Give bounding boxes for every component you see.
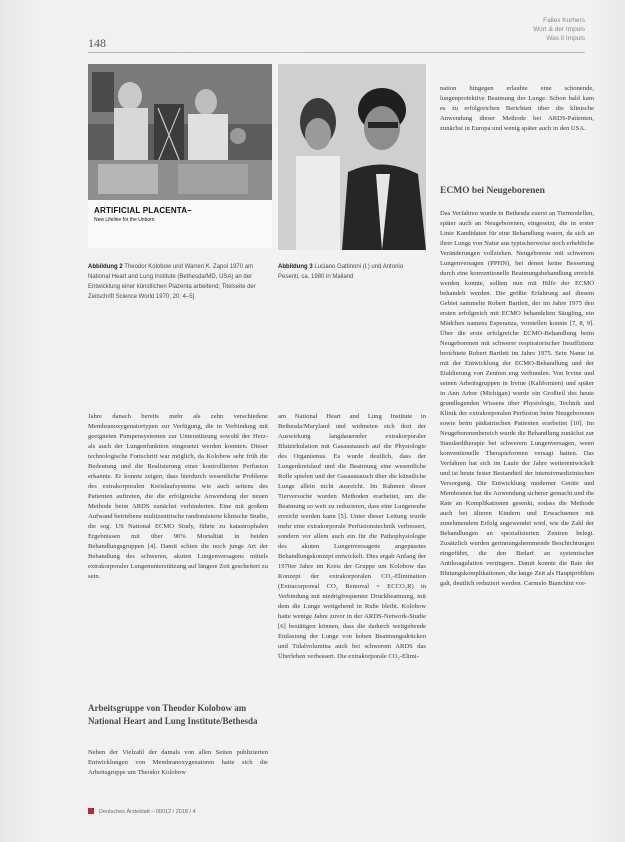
figure-3-caption-text: Luciano Gattinoni (l.) und Antonio Pesenti, ca. 1980 in Mailand [278,264,404,280]
column-1-text [88,412,268,582]
paragraph: nation hingegen erlaubte eine schonende, lungenprotektive Beatmung der Lunge. Schon bald kam es zu erfolgreichen Berichten über die klinische Anwendung dieser Methode bei ARDS-Patienten, zunächst in Europa und wenig später auch in den USA. [440,85,594,132]
figure-2-banner-title: ARTIFICIAL PLACENTA– [94,206,192,215]
figure-2-photo [88,64,272,248]
footer-marker-icon [88,808,94,814]
running-head-line-2: Wort & der Impuls [533,26,585,33]
paragraph: Neben der Vielzahl der damals von allen Seiten publizierten Entwicklungen von Membranoxygenatoren hatte sich die Arbeitsgruppe um Theodor Kolobow [88,749,268,776]
running-head [533,16,585,43]
figure-3-caption-label: Abbildung 3 [278,264,313,270]
paragraph: Das Verfahren wurde in Bethesda zuerst an Tiermodellen, später auch an Neugeborenen, eingesetzt, die in erster Linie Kandidaten für eine Behandlung waren, da sich an ihrer Lunge von Natur aus typischerweise noch erhebliche Veränderungen vollziehen. Neugeborene mit schwerem Lungenversagen (PPHN), bei denen keine Besserung durch eine konventionelle Beatmungsbehandlung erreicht werden konnte, sollten nun mit Hilfe der ECMO behandelt werden. Die größte Erfahrung auf diesem Gebiet sammelte Robert Bartlett, der im Jahre 1975 den ersten erfolgreich mit ECMO behandelten Säugling, ein Mädchen namens Esperanza, vorstellen konnte [7, 8, 9]. Über die erste erfolgreiche ECMO-Behandlung beim Neugeborenen mit schwerer respiratorischer Insuffizienz berichtete Robert Bartlett im Jahre 1975. Sein Name ist mit der Entwicklung der ECMO-Behandlung und der Etablierung von Zentren eng verbunden. Von Irvine und seinen Arbeitsgruppen in Irvine (Kalifornien) und später in Ann Arbor (Michigan) wurde ein Großteil des heute grundlegenden Wissens über Physiologie, Technik und Klinik der extrakorporalen Perfusion beim Neugeborenen sowie beim pädiatrischen Patienten erarbeitet [10]. Im Neugeborenenbereich wurde die Behandlung zunächst zur Standardtherapie bei schwerem Lungenversagen, wenn konventionelle Therapieformen versagt hatten. Das Verfahren hat sich im Laufe der Jahre weiterentwickelt und ist heute fester Bestandteil der intensivmedizinischen Versorgung. Die Entwicklung moderner Geräte und Membranen hat die Anwendung sicherer gemacht und die Rate an Komplikationen gesenkt, sodass die Methode auch bei älteren Kindern und Erwachsenen mit zunehmendem Erfolg angewendet wird, wie die Zahl der Behandlungen an spezialisierten Zentren belegt. Zusätzlich wurden gerinnungshemmende Beschichtungen eingeführt, die den Bedarf an systemischer Antikoagulation verringern. Damit konnte die Rate der Blutungskomplikationen, die lange Zeit als Hauptproblem galt, deutlich reduziert werden. Carmelo Bianchini vor- [440,210,594,587]
section-heading-ecmo: ECMO bei Neugeborenen [440,186,545,196]
column-1-lower-text [88,748,268,778]
column-3-top-text [440,84,594,134]
figure-3-photo [278,64,426,250]
figure-2-banner-subtitle: New Lifeline for the Unborn [94,217,155,223]
figure-2-caption-label: Abbildung 2 [88,264,123,270]
footer-text: Deutsches Ärzteblatt – 00012 / 2018 / 4 [99,809,196,815]
column-3-body-text [440,209,594,589]
running-head-line-3: Was it Impuls [546,35,585,42]
paragraph: am National Heart and Lung Institute in Bethesda/Maryland und widmeten sich dort der Auswirkung langdauernder extrakorporaler Blutzirkulation mit Gasaustausch auf die Physiologie des Organismus. Es wurde deutlich, dass der Lungenkreislauf und die Beatmung eine wesentliche Rolle spielen und der Gasaustausch über die künstliche Lunge allein nicht ausreicht. Im Rahmen dieser Tierversuche wurden Methoden erarbeitet, um die Beatmung so weit zu reduzieren, dass eine Lungenruhe erreicht werden kann [5]. Unter dieser Leitung wurde mehr eine extrakorporale Perfusionstechnik verbessert, sondern vor allem auch ein für die Pathophysiologie des akuten Lungenversagens angepasstes Behandlungskonzept entwickelt. Dies ergab Anfang der 1970er Jahre im Kreis der Gruppe um Kolobow das Konzept der extrakorporalen CO₂-Elimination (Extracorporeal CO₂ Removal = ECCO₂R) in Verbindung mit niedrigfrequenter Druckbeatmung, mit dem die Lunge weitgehend in Ruhe bleibt. Kolobow hatte wenige Jahre zuvor in der ARDS-Network-Studie [6] bestätigen können, dass die dadurch weitgehende Entlastung der Lunge von hohen Beatmungsdrücken und Tidalvolumina auch bei schwerem ARDS das Überleben verbessert. Die extrakorporale CO₂-Elimi- [278,413,426,660]
figure-3-caption [278,262,426,282]
page-footer [88,808,196,815]
running-head-line-1: Fallex Kurhers [543,17,585,24]
portrait-image [278,64,426,250]
header-rule [88,52,585,53]
paragraph: Jahre danach bereits mehr als zehn verschiedene Membranoxygenatortypen zur Verfügung, die in Verbindung mit geeigneten Pumpensystemen zur Unterstützung sowohl der Herz- als auch der Lungenfunktion eingesetzt werden konnten. Dieser technologische Fortschritt war möglich, da Kolobow sehr früh die Bedeutung und die Realisierung einer kontrollierten Perfusion erkannte. Er konnte zeigen, dass hierdurch wesentliche Probleme des extrakorporalen Kreislaufsystems wie auch seitens des Patienten auftreten, die die erfolgreiche Anwendung der neuen Methode beim ARDS zunächst verhinderten. Eine mit großem Aufwand betriebene multizentrische randomisierte klinische Studie, die sog. US National ECMO Study, führte zu katastrophalen Ergebnissen mit über 90% Mortalität in beiden Behandlungsgruppen [4]. Damit schien die noch junge Art der Behandlung des schweren, akuten Lungenversagens mittels extrakorporaler Lungenunterstützung auf längere Zeit gescheitert zu sein. [88,413,268,580]
section-heading-kolobow: Arbeitsgruppe von Theodor Kolobow am National Heart and Lung Institute/Bethesda [88,703,258,726]
figure-2-caption [88,262,268,302]
page-number: 148 [88,36,106,50]
column-2-text [278,412,426,662]
figure-2-caption-text: Theodor Kolobow und Warren K. Zapol 1970 am National Heart and Lung Institute (Bethesda/MD, USA) an der Entwicklung einer künstlichen Plazenta arbeitend; Titelseite der Zeitschrift Science World 1970; 20: 4–5]. [88,264,256,300]
